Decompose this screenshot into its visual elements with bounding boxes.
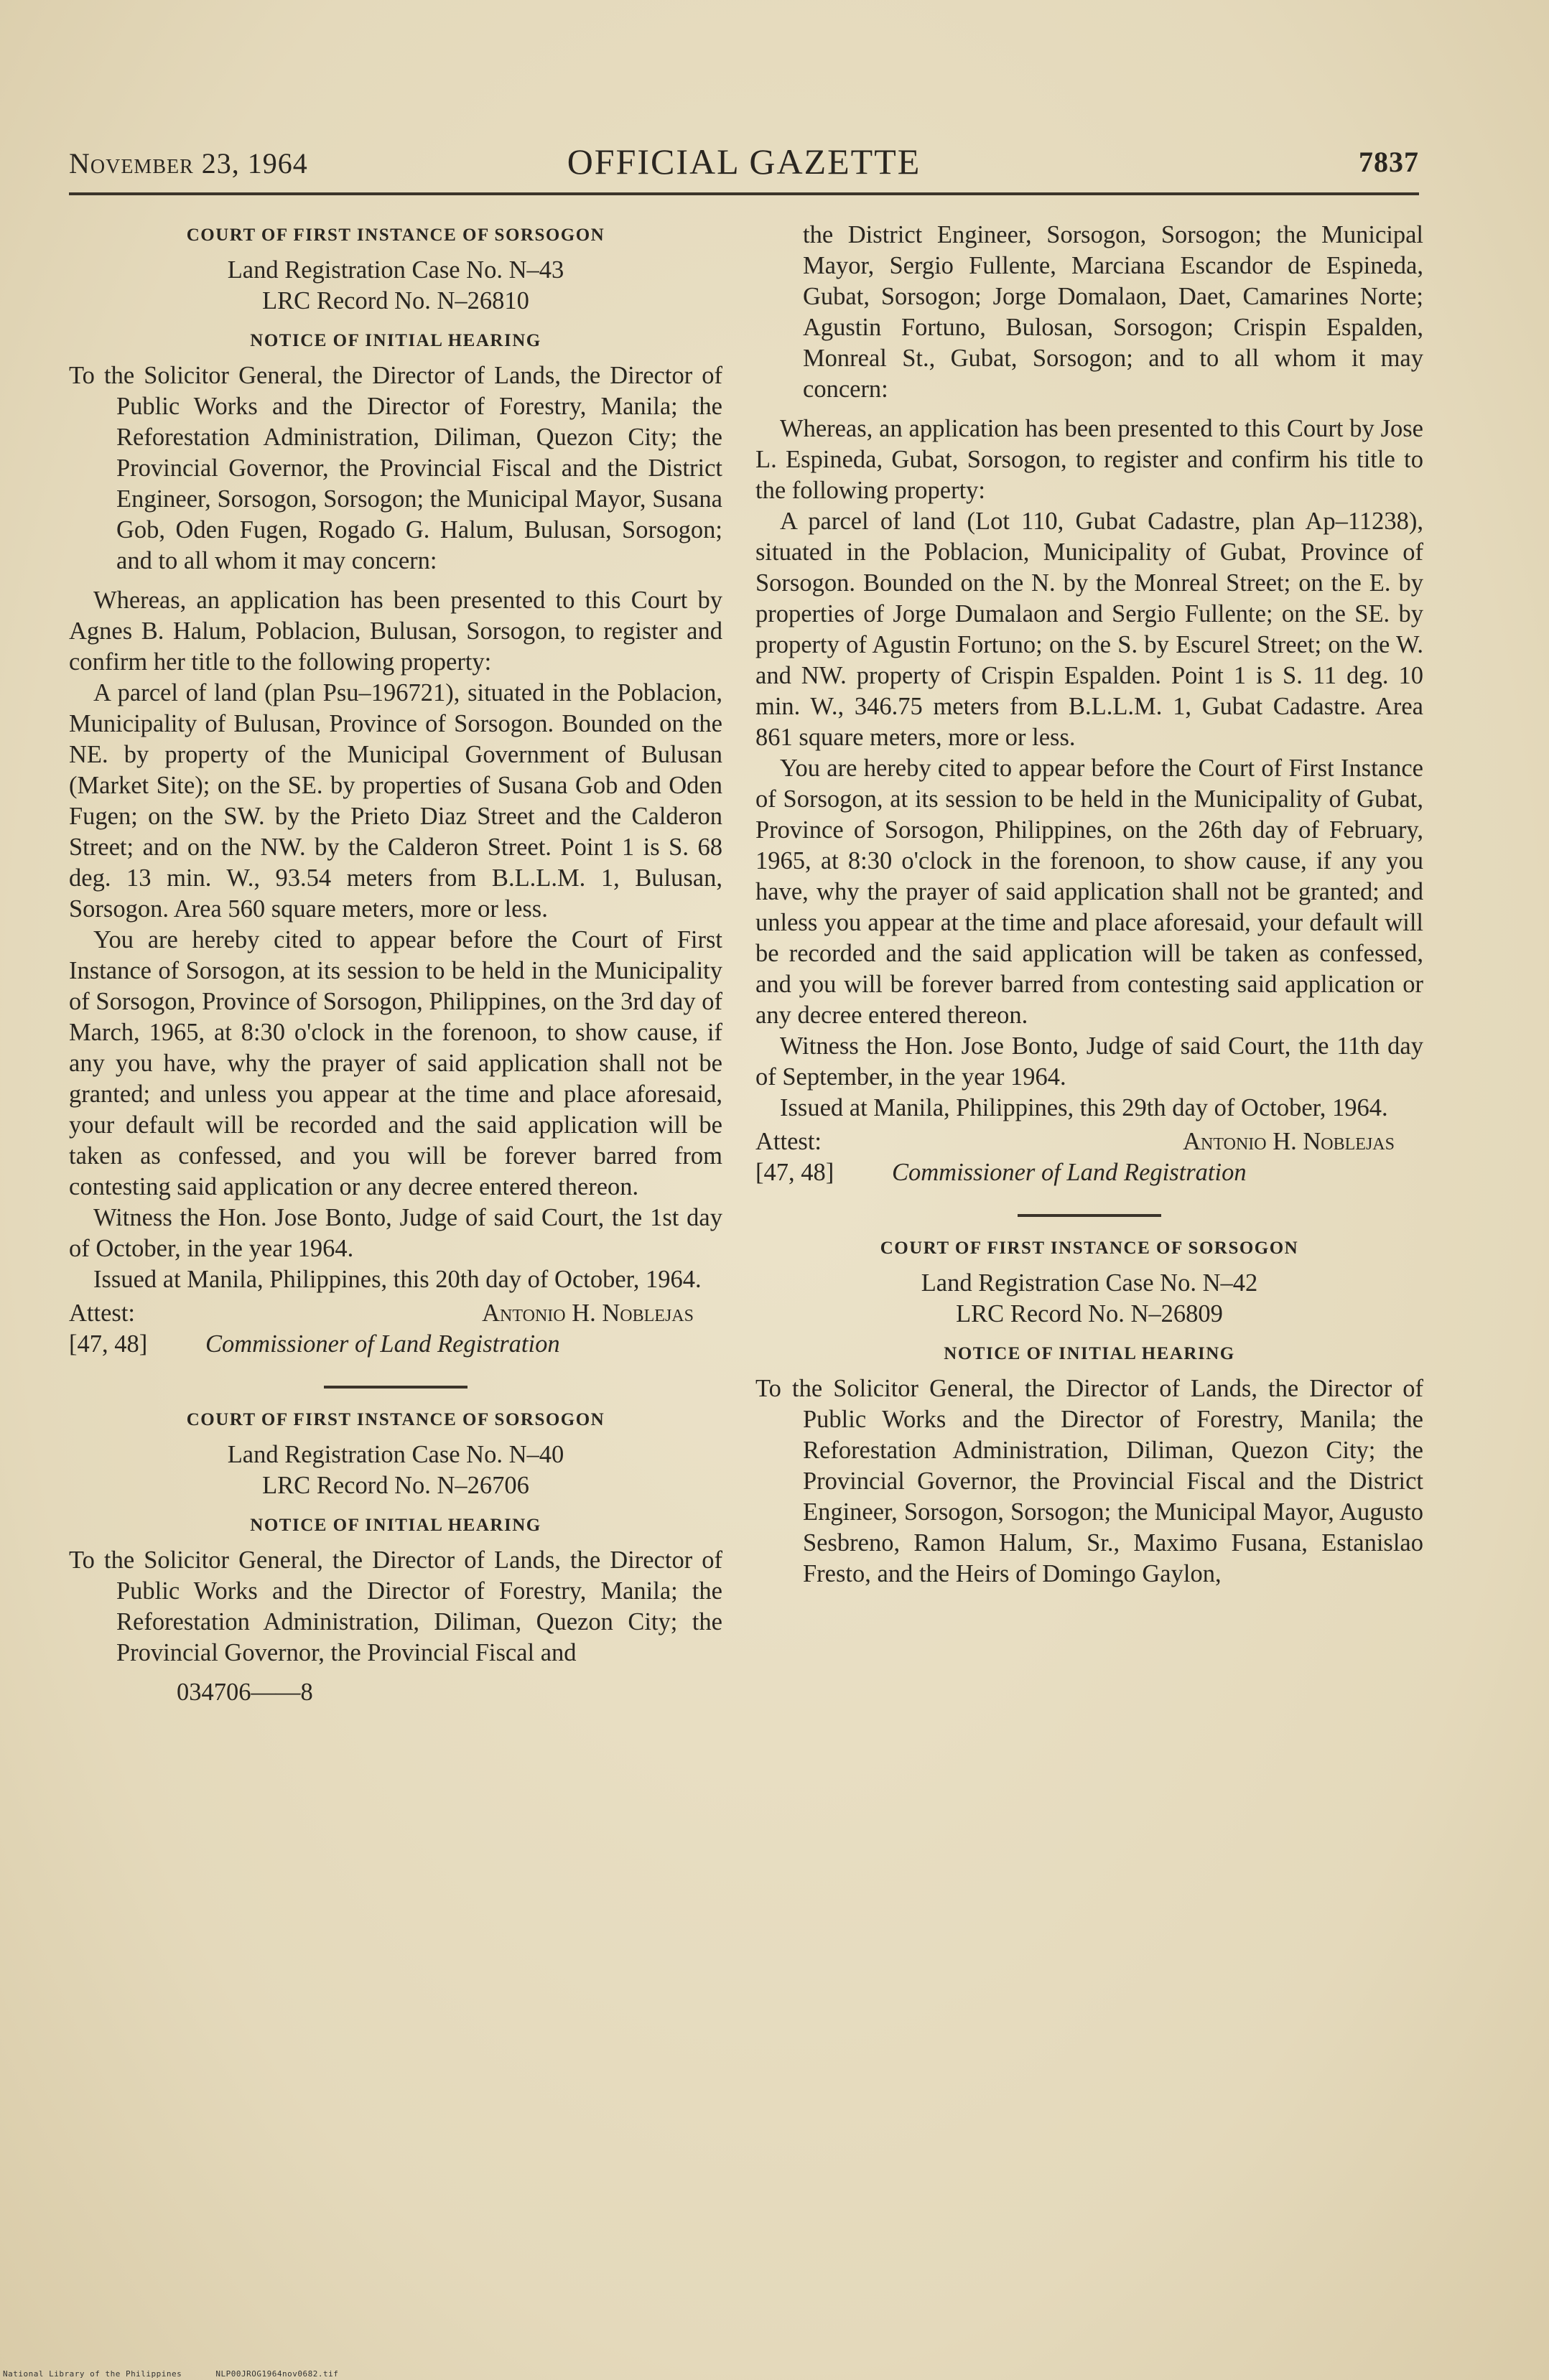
property-paragraph: A parcel of land (Lot 110, Gubat Cadastre, plan Ap–11238), situated in the Poblacion, Municipality of Gubat, Province of Sorsogon. Bounded on the N. by the Monreal Street; on the E. by properties of Jorge Dumalaon and Sergio Fullente; on the SE. by property of Agustin Fortuno; on the S. by Escurel Street; on the W. and NW. property of Crispin Espalden. Point 1 is S. 11 deg. 10 min. W., 346.75 meters from B.L.L.M. 1, Gubat Cadastre. Area 861 square meters, more or less. <box>755 508 1423 751</box>
record-number: LRC Record No. N–26810 <box>262 287 529 314</box>
library-credit: National Library of the Philippines <box>3 2369 182 2379</box>
notice-heading: NOTICE OF INITIAL HEARING <box>250 1516 541 1535</box>
addressee-block: To the Solicitor General, the Director of Lands, the Director of Public Works and the Director of Forestry, Manila; the Reforestation Administration, Diliman, Quezon City; the Provincial Governor, the Provincial Fiscal and the District Engineer, Sorsogon, Sorsogon; the Municipal Mayor, Augusto Sesbreno, Ramon Halum, Sr., Maximo Fusana, Estanislao Fresto, and the Heirs of Domingo Gaylon, <box>755 1375 1423 1587</box>
addressee-block: To the Solicitor General, the Director of Lands, the Director of Public Works and the Director of Forestry, Manila; the Reforestation Administration, Diliman, Quezon City; the Provincial Governor, the Provincial Fiscal and the District Engineer, Sorsogon, Sorsogon; the Municipal Mayor, Susana Gob, Oden Fugen, Rogado G. Halum, Bulusan, Sorsogon; and to all whom it may concern: <box>69 362 722 574</box>
case-number: Land Registration Case No. N–40 <box>227 1441 564 1468</box>
notice-heading: NOTICE OF INITIAL HEARING <box>250 331 541 350</box>
section-divider <box>1018 1214 1161 1217</box>
publication-title: OFFICIAL GAZETTE <box>567 141 921 182</box>
whereas-paragraph: Whereas, an application has been presented to this Court by Agnes B. Halum, Poblacion, Bulusan, Sorsogon, to register and confirm her title to the following property: <box>69 587 722 676</box>
attest-name: Antonio H. Noblejas <box>1183 1128 1395 1155</box>
section-divider <box>324 1386 468 1389</box>
attest-line <box>755 1126 1423 1157</box>
whereas-paragraph: Whereas, an application has been presented to this Court by Jose L. Espineda, Gubat, Sorsogon, to register and confirm his title to the following property: <box>755 415 1423 504</box>
issued-paragraph: Issued at Manila, Philippines, this 20th day of October, 1964. <box>93 1266 702 1293</box>
attest-office-line <box>69 1329 722 1360</box>
attest-office: Commissioner of Land Registration <box>892 1159 1247 1186</box>
scan-footer <box>3 2369 367 2379</box>
page-number: 7837 <box>1359 146 1419 178</box>
attest-label: Attest: <box>69 1299 135 1327</box>
print-code: 034706——8 <box>177 1679 313 1706</box>
addressee-continuation: the District Engineer, Sorsogon, Sorsogon; the Municipal Mayor, Sergio Fullente, Marciana Escandor de Espineda, Gubat, Sorsogon; Jorge Domalaon, Daet, Camarines Norte; Agustin Fortuno, Bulosan, Sorsogon; Crispin Espalden, Monreal St., Gubat, Sorsogon; and to all whom it may concern: <box>803 221 1423 403</box>
citation-paragraph: You are hereby cited to appear before the Court of First Instance of Sorsogon, at its session to be held in the Municipality of Sorsogon, Province of Sorsogon, Philippines, on the 3rd day of March, 1965, at 8:30 o'clock in the forenoon, to show cause, if any you have, why the prayer of said application shall not be granted; and unless you appear at the time and place aforesaid, your default will be recorded and the said application will be taken as confessed, and you will be forever barred from contesting said application or any decree entered thereon. <box>69 926 722 1200</box>
property-paragraph: A parcel of land (plan Psu–196721), situated in the Poblacion, Municipality of Bulusan, Province of Sorsogon. Bounded on the NE. by property of the Municipal Government of Bulusan (Market Site); on the SE. by properties of Susana Gob and Oden Fugen; on the SW. by the Prieto Diaz Street and the Calderon Street; and on the NW. by the Calderon Street. Point 1 is S. 68 deg. 13 min. W., 93.54 meters from B.L.L.M. 1, Bulusan, Sorsogon. Area 560 square meters, more or less. <box>69 679 722 923</box>
page-header <box>69 138 1419 188</box>
witness-paragraph: Witness the Hon. Jose Bonto, Judge of said Court, the 1st day of October, in the year 1964. <box>69 1204 722 1262</box>
header-rule <box>69 192 1419 195</box>
citation-paragraph: You are hereby cited to appear before the Court of First Instance of Sorsogon, at its session to be held in the Municipality of Gubat, Province of Sorsogon, Philippines, on the 26th day of February, 1965, at 8:30 o'clock in the forenoon, to show cause, if any you have, why the prayer of said application shall not be granted; and unless you appear at the time and place aforesaid, your default will be recorded and the said application will be taken as confessed, and you will be forever barred from contesting said application or any decree entered thereon. <box>755 755 1423 1029</box>
case-number: Land Registration Case No. N–42 <box>921 1269 1258 1297</box>
court-heading: COURT OF FIRST INSTANCE OF SORSOGON <box>880 1238 1299 1258</box>
file-name: NLP00JROG1964nov0682.tif <box>215 2369 339 2379</box>
case-number: Land Registration Case No. N–43 <box>227 256 564 284</box>
issue-date: November 23, 1964 <box>69 147 308 179</box>
attest-label: Attest: <box>755 1128 822 1155</box>
left-column <box>69 220 722 1708</box>
issued-paragraph: Issued at Manila, Philippines, this 29th day of October, 1964. <box>780 1094 1388 1121</box>
witness-paragraph: Witness the Hon. Jose Bonto, Judge of said Court, the 11th day of September, in the year 1964. <box>755 1032 1423 1091</box>
record-number: LRC Record No. N–26706 <box>262 1472 529 1499</box>
attest-office-line <box>755 1157 1423 1188</box>
notice-heading: NOTICE OF INITIAL HEARING <box>944 1344 1235 1363</box>
right-column <box>755 220 1423 1598</box>
attest-office: Commissioner of Land Registration <box>205 1330 560 1358</box>
court-heading: COURT OF FIRST INSTANCE OF SORSOGON <box>186 1410 605 1429</box>
attest-line <box>69 1298 722 1329</box>
addressee-block: To the Solicitor General, the Director of Lands, the Director of Public Works and the Director of Forestry, Manila; the Reforestation Administration, Diliman, Quezon City; the Provincial Governor, the Provincial Fiscal and <box>69 1546 722 1666</box>
attest-name: Antonio H. Noblejas <box>482 1299 694 1327</box>
record-number: LRC Record No. N–26809 <box>956 1300 1223 1327</box>
issue-reference: [47, 48] <box>69 1330 148 1358</box>
court-heading: COURT OF FIRST INSTANCE OF SORSOGON <box>186 225 605 245</box>
issue-reference: [47, 48] <box>755 1159 834 1186</box>
